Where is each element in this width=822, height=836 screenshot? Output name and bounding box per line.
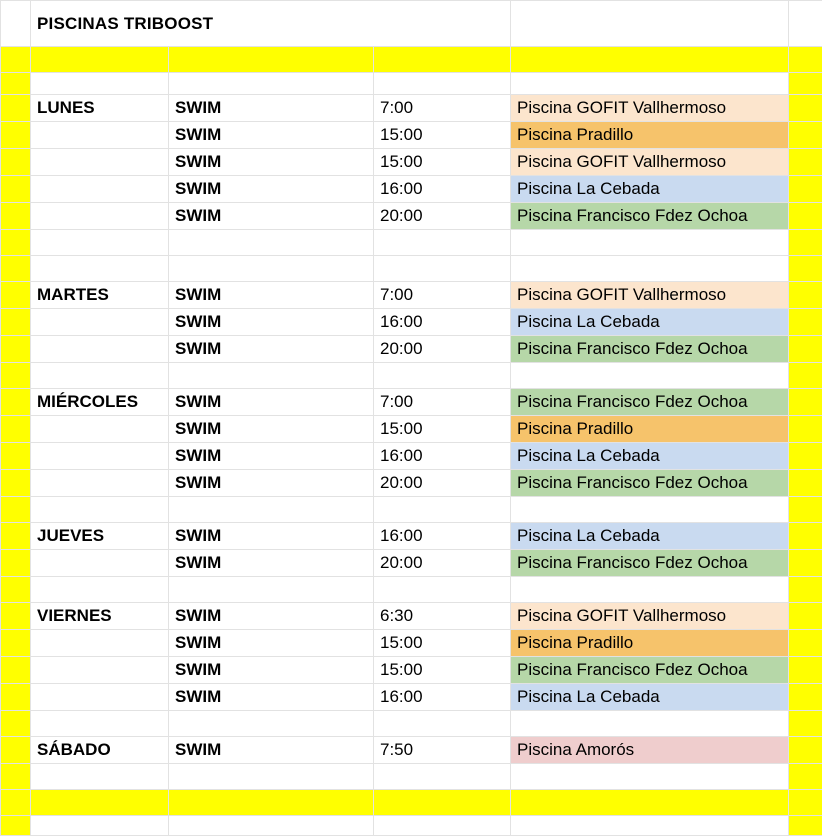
separator-cell — [511, 790, 789, 816]
activity-label: SWIM — [169, 603, 374, 630]
day-label-empty — [31, 309, 169, 336]
activity-label: SWIM — [169, 416, 374, 443]
activity-label: SWIM — [169, 149, 374, 176]
gutter-cell-left — [1, 737, 31, 764]
pool-name: Piscina GOFIT Vallhermoso — [511, 282, 789, 309]
gutter-cell-left — [1, 282, 31, 309]
session-time: 7:00 — [374, 389, 511, 416]
spacer-cell — [511, 1, 789, 47]
footer-separator-row — [1, 790, 822, 816]
gutter-cell-left — [1, 176, 31, 203]
empty-cell — [374, 816, 511, 836]
pool-name: Piscina GOFIT Vallhermoso — [511, 603, 789, 630]
empty-cell — [169, 577, 374, 603]
activity-label: SWIM — [169, 684, 374, 711]
pool-name: Piscina Pradillo — [511, 416, 789, 443]
gutter-cell-right — [789, 550, 822, 577]
gutter-cell-left — [1, 497, 31, 523]
gutter-cell-left — [1, 309, 31, 336]
activity-label: SWIM — [169, 203, 374, 230]
empty-cell — [169, 497, 374, 523]
gutter-cell-right — [789, 256, 822, 282]
separator-cell — [789, 47, 822, 73]
separator-row — [1, 47, 822, 73]
spacer-row — [1, 764, 822, 790]
empty-cell — [31, 497, 169, 523]
gutter-cell-left — [1, 684, 31, 711]
separator-cell — [31, 47, 169, 73]
session-row — [1, 282, 822, 309]
pool-name: Piscina GOFIT Vallhermoso — [511, 95, 789, 122]
session-row — [1, 336, 822, 363]
activity-label: SWIM — [169, 523, 374, 550]
day-label: MIÉRCOLES — [31, 389, 169, 416]
page-title: PISCINAS TRIBOOST — [31, 1, 511, 47]
gutter-cell-left — [1, 389, 31, 416]
gutter-cell-right — [789, 816, 822, 836]
pool-name: Piscina La Cebada — [511, 176, 789, 203]
day-label: SÁBADO — [31, 737, 169, 764]
gutter-cell-left — [1, 630, 31, 657]
empty-cell — [169, 711, 374, 737]
session-time: 16:00 — [374, 523, 511, 550]
session-row — [1, 523, 822, 550]
separator-cell — [169, 790, 374, 816]
session-time: 15:00 — [374, 630, 511, 657]
gutter-cell-right — [789, 95, 822, 122]
activity-label: SWIM — [169, 336, 374, 363]
gutter-cell-left — [1, 603, 31, 630]
pool-name: Piscina La Cebada — [511, 523, 789, 550]
day-label: JUEVES — [31, 523, 169, 550]
session-time: 7:00 — [374, 95, 511, 122]
gutter-cell-left — [1, 816, 31, 836]
session-time: 20:00 — [374, 470, 511, 497]
activity-label: SWIM — [169, 389, 374, 416]
session-row — [1, 416, 822, 443]
day-label: VIERNES — [31, 603, 169, 630]
empty-cell — [374, 363, 511, 389]
spacer-row — [1, 256, 822, 282]
pool-name: Piscina Amorós — [511, 737, 789, 764]
gutter-cell-right — [789, 711, 822, 737]
gutter-cell-right — [789, 416, 822, 443]
separator-cell — [374, 790, 511, 816]
gutter-cell-left — [1, 336, 31, 363]
pool-name: Piscina La Cebada — [511, 309, 789, 336]
gutter-cell-right — [789, 764, 822, 790]
day-label-empty — [31, 443, 169, 470]
gutter-cell-right — [789, 737, 822, 764]
gutter-cell-right — [789, 149, 822, 176]
session-time: 20:00 — [374, 203, 511, 230]
spacer-row — [1, 711, 822, 737]
pool-name: Piscina Francisco Fdez Ochoa — [511, 470, 789, 497]
separator-cell — [511, 47, 789, 73]
day-label-empty — [31, 470, 169, 497]
gutter-cell-right — [789, 603, 822, 630]
spacer-cell — [789, 1, 822, 47]
gutter-cell-left — [1, 230, 31, 256]
spacer-row — [1, 363, 822, 389]
session-row — [1, 203, 822, 230]
session-row — [1, 470, 822, 497]
empty-cell — [511, 230, 789, 256]
activity-label: SWIM — [169, 282, 374, 309]
empty-cell — [511, 363, 789, 389]
gutter-cell-left — [1, 550, 31, 577]
footer-row — [1, 816, 822, 836]
empty-cell — [511, 497, 789, 523]
spacer-row — [1, 577, 822, 603]
gutter-cell-right — [789, 577, 822, 603]
separator-cell — [789, 73, 822, 95]
pool-name: Piscina Pradillo — [511, 122, 789, 149]
empty-cell — [511, 816, 789, 836]
session-row — [1, 95, 822, 122]
session-time: 15:00 — [374, 657, 511, 684]
separator-cell — [1, 73, 31, 95]
gutter-cell-left — [1, 149, 31, 176]
empty-cell — [31, 73, 169, 95]
activity-label: SWIM — [169, 657, 374, 684]
session-time: 20:00 — [374, 550, 511, 577]
activity-label: SWIM — [169, 122, 374, 149]
day-label-empty — [31, 336, 169, 363]
empty-cell — [374, 497, 511, 523]
empty-cell — [511, 577, 789, 603]
pool-name: Piscina Francisco Fdez Ochoa — [511, 336, 789, 363]
session-time: 7:50 — [374, 737, 511, 764]
separator-cell — [1, 790, 31, 816]
activity-label: SWIM — [169, 95, 374, 122]
empty-cell — [374, 577, 511, 603]
gutter-cell-right — [789, 336, 822, 363]
gutter-cell-left — [1, 256, 31, 282]
session-time: 6:30 — [374, 603, 511, 630]
session-time: 16:00 — [374, 443, 511, 470]
gutter-cell-left — [1, 122, 31, 149]
gutter-cell-right — [789, 282, 822, 309]
session-row — [1, 550, 822, 577]
gutter-cell-right — [789, 309, 822, 336]
empty-cell — [511, 73, 789, 95]
day-label-empty — [31, 416, 169, 443]
empty-cell — [374, 230, 511, 256]
gutter-cell-left — [1, 363, 31, 389]
gutter-cell-left — [1, 443, 31, 470]
activity-label: SWIM — [169, 176, 374, 203]
gutter-cell-left — [1, 416, 31, 443]
gutter-cell-left — [1, 711, 31, 737]
empty-cell — [511, 256, 789, 282]
gutter-cell-left — [1, 657, 31, 684]
pool-name: Piscina Francisco Fdez Ochoa — [511, 203, 789, 230]
empty-cell — [169, 230, 374, 256]
session-row — [1, 309, 822, 336]
session-time: 7:00 — [374, 282, 511, 309]
gutter-cell-right — [789, 363, 822, 389]
day-label: MARTES — [31, 282, 169, 309]
empty-cell — [31, 816, 169, 836]
gutter-cell — [1, 1, 31, 47]
session-row — [1, 684, 822, 711]
pool-name: Piscina Francisco Fdez Ochoa — [511, 657, 789, 684]
gutter-cell-right — [789, 203, 822, 230]
day-label-empty — [31, 176, 169, 203]
separator-cell — [789, 790, 822, 816]
spacer-row — [1, 230, 822, 256]
session-row — [1, 603, 822, 630]
activity-label: SWIM — [169, 470, 374, 497]
day-label-empty — [31, 203, 169, 230]
empty-cell — [169, 816, 374, 836]
gutter-cell-left — [1, 577, 31, 603]
empty-cell — [31, 711, 169, 737]
activity-label: SWIM — [169, 309, 374, 336]
empty-cell — [31, 230, 169, 256]
session-time: 20:00 — [374, 336, 511, 363]
pool-name: Piscina Francisco Fdez Ochoa — [511, 550, 789, 577]
session-row — [1, 176, 822, 203]
day-label: LUNES — [31, 95, 169, 122]
session-row — [1, 443, 822, 470]
empty-cell — [31, 577, 169, 603]
title-row — [1, 1, 822, 47]
day-label-empty — [31, 657, 169, 684]
session-row — [1, 149, 822, 176]
activity-label: SWIM — [169, 737, 374, 764]
pool-name: Piscina La Cebada — [511, 684, 789, 711]
gutter-cell-right — [789, 630, 822, 657]
session-time: 15:00 — [374, 149, 511, 176]
empty-cell — [511, 711, 789, 737]
gutter-cell-right — [789, 684, 822, 711]
session-row — [1, 389, 822, 416]
day-label-empty — [31, 630, 169, 657]
empty-cell — [31, 256, 169, 282]
gutter-cell-right — [789, 497, 822, 523]
empty-cell — [169, 764, 374, 790]
session-time: 15:00 — [374, 122, 511, 149]
empty-cell — [169, 363, 374, 389]
empty-cell — [31, 764, 169, 790]
pool-name: Piscina Francisco Fdez Ochoa — [511, 389, 789, 416]
day-label-empty — [31, 149, 169, 176]
session-row — [1, 122, 822, 149]
gutter-cell-right — [789, 230, 822, 256]
separator-row — [1, 73, 822, 95]
day-label-empty — [31, 550, 169, 577]
gutter-cell-left — [1, 470, 31, 497]
empty-cell — [374, 764, 511, 790]
session-row — [1, 737, 822, 764]
empty-cell — [374, 256, 511, 282]
empty-cell — [374, 711, 511, 737]
separator-cell — [169, 47, 374, 73]
pool-name: Piscina Pradillo — [511, 630, 789, 657]
activity-label: SWIM — [169, 443, 374, 470]
separator-cell — [374, 47, 511, 73]
empty-cell — [169, 256, 374, 282]
gutter-cell-right — [789, 389, 822, 416]
empty-cell — [511, 764, 789, 790]
session-time: 16:00 — [374, 309, 511, 336]
gutter-cell-right — [789, 523, 822, 550]
gutter-cell-left — [1, 95, 31, 122]
empty-cell — [374, 73, 511, 95]
gutter-cell-right — [789, 122, 822, 149]
empty-cell — [31, 363, 169, 389]
day-label-empty — [31, 684, 169, 711]
empty-cell — [169, 73, 374, 95]
session-time: 15:00 — [374, 416, 511, 443]
gutter-cell-left — [1, 523, 31, 550]
day-label-empty — [31, 122, 169, 149]
gutter-cell-right — [789, 443, 822, 470]
gutter-cell-right — [789, 470, 822, 497]
separator-cell — [1, 47, 31, 73]
gutter-cell-left — [1, 203, 31, 230]
separator-cell — [31, 790, 169, 816]
gutter-cell-right — [789, 176, 822, 203]
activity-label: SWIM — [169, 550, 374, 577]
spacer-row — [1, 497, 822, 523]
session-time: 16:00 — [374, 684, 511, 711]
session-row — [1, 630, 822, 657]
session-row — [1, 657, 822, 684]
pool-name: Piscina GOFIT Vallhermoso — [511, 149, 789, 176]
gutter-cell-right — [789, 657, 822, 684]
gutter-cell-left — [1, 764, 31, 790]
activity-label: SWIM — [169, 630, 374, 657]
pool-name: Piscina La Cebada — [511, 443, 789, 470]
session-time: 16:00 — [374, 176, 511, 203]
